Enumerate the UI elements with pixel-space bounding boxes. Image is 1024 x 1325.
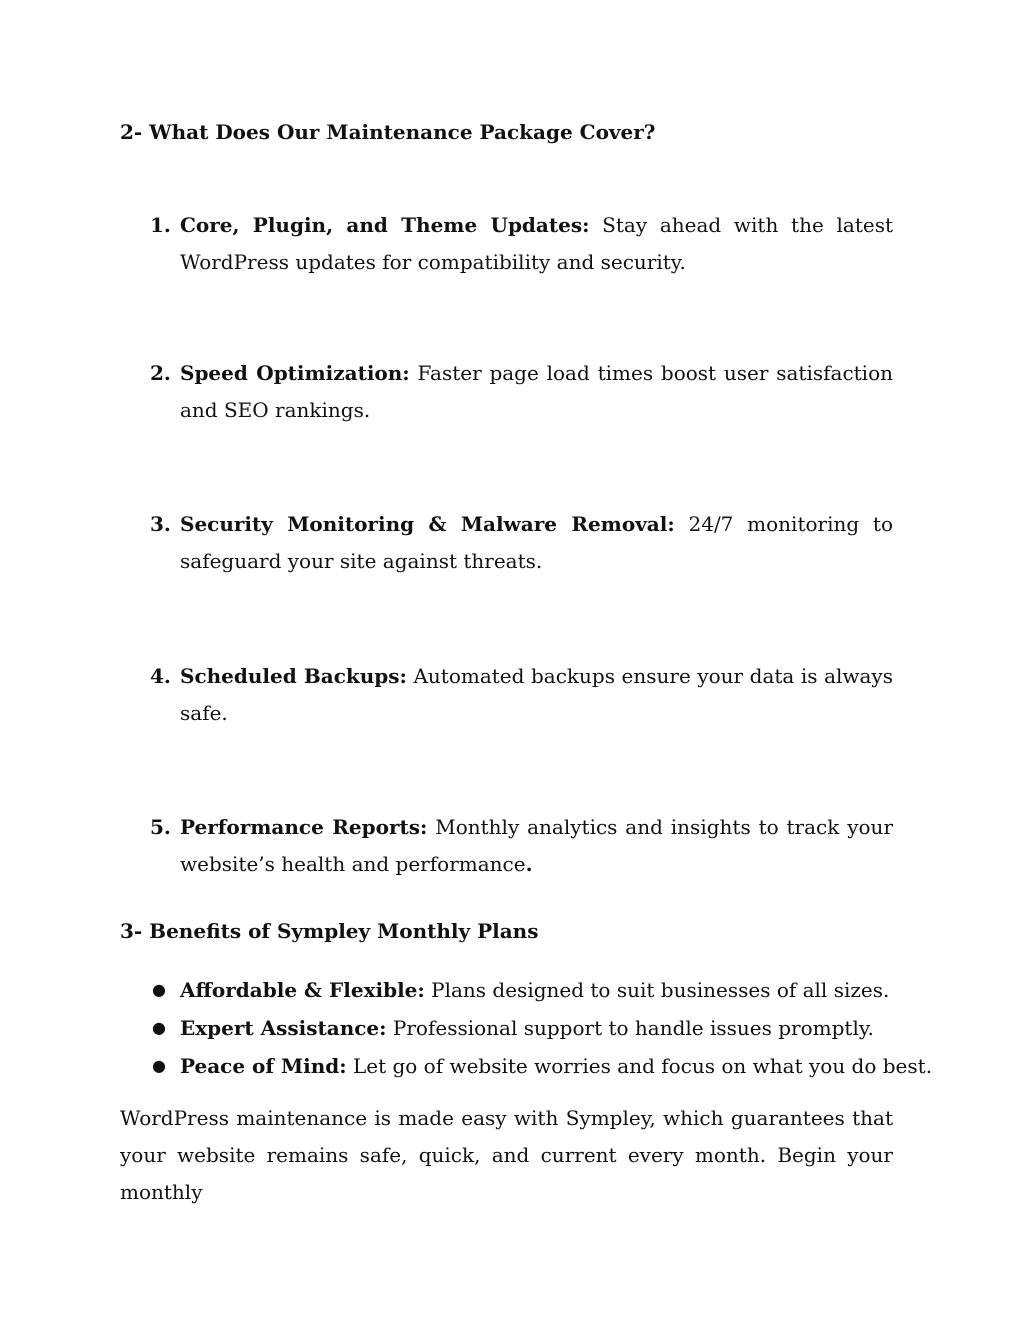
bullet-title: Affordable & Flexible:: [180, 978, 425, 1002]
list-item-title: Security Monitoring & Malware Removal:: [180, 512, 675, 536]
list-item-body: [180, 809, 893, 883]
numbered-item-security: [150, 506, 893, 580]
bullet-item-peace: [150, 1052, 933, 1080]
list-number: 3.: [150, 512, 171, 536]
list-item-text: Stay ahead with the latest WordPress updates for compatibility and security.: [180, 213, 894, 274]
list-item-trailing-period: .: [525, 852, 533, 876]
list-item-body: [180, 207, 893, 281]
section-heading-maintenance-package: 2- What Does Our Maintenance Package Cover?: [120, 120, 656, 144]
list-item-text: Automated backups ensure your data is always safe.: [180, 664, 893, 725]
bullet-text: Plans designed to suit businesses of all sizes.: [424, 978, 890, 1002]
section-heading-benefits: 3- Benefits of Sympley Monthly Plans: [120, 919, 539, 943]
list-number: 1.: [150, 213, 171, 237]
list-item-text: Faster page load times boost user satisfaction and SEO rankings.: [180, 361, 893, 422]
bullet-icon: ●: [152, 980, 166, 999]
list-item-title: Speed Optimization:: [180, 361, 410, 385]
list-item-title: Scheduled Backups:: [180, 664, 407, 688]
list-number: 4.: [150, 664, 171, 688]
list-item-body: [180, 355, 893, 429]
bullet-item-affordable: [150, 976, 910, 1004]
closing-paragraph: WordPress maintenance is made easy with Sympley, which guarantees that your website remains safe, quick, and current every month. Begin your monthly: [120, 1106, 893, 1204]
list-item-body: [180, 506, 893, 580]
bullet-text: Professional support to handle issues promptly.: [386, 1016, 874, 1040]
list-number: 2.: [150, 361, 171, 385]
list-item-text: Monthly analytics and insights to track your website’s health and performance: [180, 815, 893, 876]
list-item-title: Core, Plugin, and Theme Updates:: [180, 213, 590, 237]
list-number: 5.: [150, 815, 171, 839]
numbered-item-backups: [150, 658, 893, 732]
list-item-text: 24/7 monitoring to safeguard your site against threats.: [180, 512, 893, 573]
bullet-title: Expert Assistance:: [180, 1016, 387, 1040]
bullet-item-expert: [150, 1014, 910, 1042]
numbered-item-speed: [150, 355, 893, 429]
bullet-title: Peace of Mind:: [180, 1054, 347, 1078]
list-item-title: Performance Reports:: [180, 815, 428, 839]
list-item-body: [180, 658, 893, 732]
bullet-text: Let go of website worries and focus on what you do best.: [346, 1054, 933, 1078]
numbered-item-updates: [150, 207, 893, 281]
bullet-icon: ●: [152, 1056, 166, 1075]
numbered-item-reports: [150, 809, 893, 883]
bullet-icon: ●: [152, 1018, 166, 1037]
